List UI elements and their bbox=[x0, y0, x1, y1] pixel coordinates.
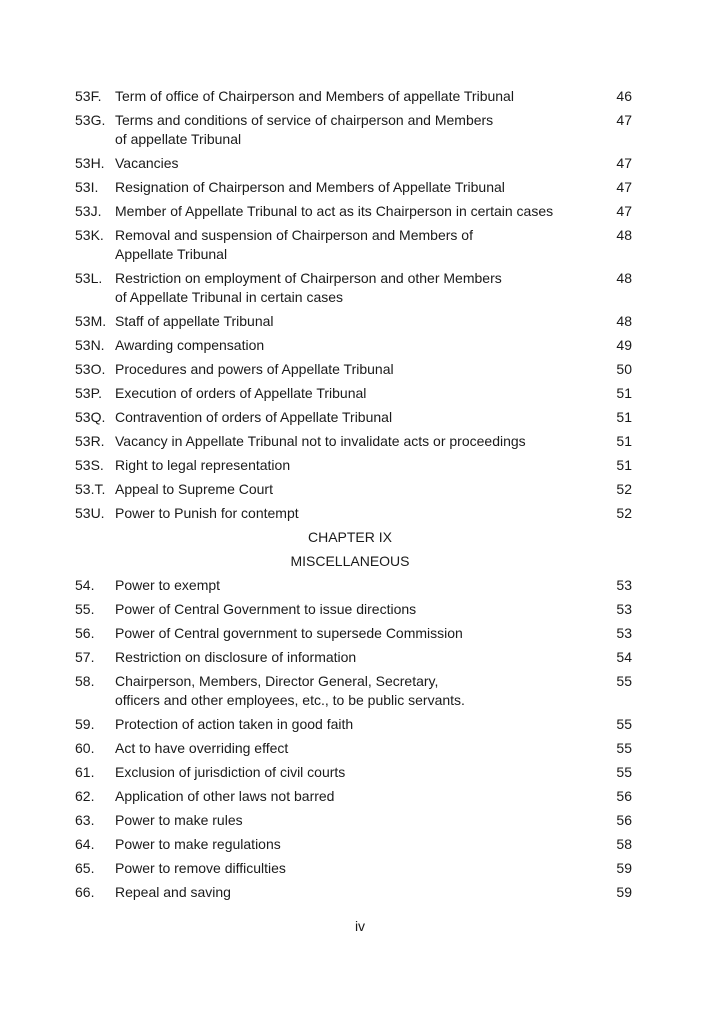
section-title-block bbox=[115, 360, 602, 379]
section-title-block bbox=[115, 648, 602, 667]
section-title: Vacancies bbox=[115, 154, 179, 171]
page-ref: 48 bbox=[616, 269, 632, 286]
section-title: Restriction on employment of Chairperson and other Members bbox=[115, 269, 502, 286]
section-number: 53N. bbox=[75, 336, 105, 353]
page-ref: 55 bbox=[616, 715, 632, 732]
page-number: iv bbox=[354, 918, 366, 934]
section-title-continued: of Appellate Tribunal in certain cases bbox=[115, 288, 344, 305]
section-number: 59. bbox=[75, 715, 95, 732]
section-title: Appeal to Supreme Court bbox=[115, 480, 273, 497]
section-title: Terms and conditions of service of chairperson and Members bbox=[115, 111, 494, 128]
section-title-block bbox=[115, 624, 602, 643]
section-number: 53M. bbox=[75, 312, 107, 329]
page-ref: 58 bbox=[616, 835, 632, 852]
chapter-label: CHAPTER IX bbox=[307, 528, 392, 545]
section-number: 53P. bbox=[75, 384, 102, 401]
toc-entry bbox=[75, 880, 635, 904]
page-ref: 51 bbox=[616, 408, 632, 425]
toc-entry bbox=[75, 669, 635, 712]
section-number: 54. bbox=[75, 576, 95, 593]
toc-entry bbox=[75, 223, 635, 266]
section-title-block bbox=[115, 576, 602, 595]
section-title: Term of office of Chairperson and Members of appellate Tribunal bbox=[115, 87, 514, 104]
page-ref: 55 bbox=[616, 672, 632, 689]
section-number: 63. bbox=[75, 811, 95, 828]
toc-entry bbox=[75, 477, 635, 501]
section-title: Awarding compensation bbox=[115, 336, 265, 353]
section-list bbox=[75, 84, 635, 525]
page-ref: 51 bbox=[616, 456, 632, 473]
section-list bbox=[75, 573, 635, 904]
page-ref: 59 bbox=[616, 883, 632, 900]
section-title: Right to legal representation bbox=[115, 456, 291, 473]
section-number: 61. bbox=[75, 763, 95, 780]
section-title: Member of Appellate Tribunal to act as its Chairperson in certain cases bbox=[115, 202, 554, 219]
section-title-block bbox=[115, 811, 602, 830]
page-ref: 56 bbox=[616, 787, 632, 804]
toc-entry bbox=[75, 108, 635, 151]
toc-entry bbox=[75, 808, 635, 832]
section-title: Procedures and powers of Appellate Tribunal bbox=[115, 360, 394, 377]
section-title-block bbox=[115, 336, 602, 355]
section-title-block bbox=[115, 600, 602, 619]
section-number: 53K. bbox=[75, 226, 104, 243]
section-title: Execution of orders of Appellate Tribunal bbox=[115, 384, 367, 401]
section-title-block bbox=[115, 480, 602, 499]
section-title-block bbox=[115, 87, 602, 106]
page-ref: 53 bbox=[616, 600, 632, 617]
toc-entry bbox=[75, 199, 635, 223]
section-title-continued: Appellate Tribunal bbox=[115, 245, 228, 262]
section-number: 53F. bbox=[75, 87, 102, 104]
page-ref: 48 bbox=[616, 312, 632, 329]
section-title-block bbox=[115, 456, 602, 475]
section-title: Application of other laws not barred bbox=[115, 787, 335, 804]
toc-entry bbox=[75, 175, 635, 199]
page-ref: 54 bbox=[616, 648, 632, 665]
page-ref: 50 bbox=[616, 360, 632, 377]
section-number: 53U. bbox=[75, 504, 105, 521]
section-title: Staff of appellate Tribunal bbox=[115, 312, 274, 329]
page-ref: 46 bbox=[616, 87, 632, 104]
section-number: 57. bbox=[75, 648, 95, 665]
toc-entry bbox=[75, 760, 635, 784]
section-number: 53G. bbox=[75, 111, 106, 128]
section-number: 53L. bbox=[75, 269, 103, 286]
page-ref: 47 bbox=[616, 202, 632, 219]
page-ref: 53 bbox=[616, 624, 632, 641]
section-title-block bbox=[115, 269, 602, 307]
section-number: 53.T. bbox=[75, 480, 106, 497]
section-title: Power to make regulations bbox=[115, 835, 281, 852]
section-number: 53I. bbox=[75, 178, 99, 195]
toc-entry bbox=[75, 309, 635, 333]
section-number: 55. bbox=[75, 600, 95, 617]
section-title-block bbox=[115, 715, 602, 734]
section-number: 53J. bbox=[75, 202, 102, 219]
page-ref: 53 bbox=[616, 576, 632, 593]
section-title-block bbox=[115, 763, 602, 782]
toc-entry bbox=[75, 712, 635, 736]
page-ref: 55 bbox=[616, 763, 632, 780]
section-title-continued: of appellate Tribunal bbox=[115, 130, 242, 147]
toc-entry bbox=[75, 597, 635, 621]
section-title-block bbox=[115, 384, 602, 403]
section-title-block bbox=[115, 883, 602, 902]
section-number: 62. bbox=[75, 787, 95, 804]
page-ref: 47 bbox=[616, 178, 632, 195]
page-ref: 56 bbox=[616, 811, 632, 828]
section-number: 53H. bbox=[75, 154, 105, 171]
section-title: Act to have overriding effect bbox=[115, 739, 289, 756]
table-of-contents bbox=[75, 84, 635, 904]
section-title: Power to remove difficulties bbox=[115, 859, 286, 876]
page-ref: 59 bbox=[616, 859, 632, 876]
toc-entry bbox=[75, 832, 635, 856]
toc-entry bbox=[75, 151, 635, 175]
section-title-block bbox=[115, 835, 602, 854]
section-number: 53S. bbox=[75, 456, 104, 473]
chapter-title: MISCELLANEOUS bbox=[290, 552, 410, 569]
section-title: Power to exempt bbox=[115, 576, 221, 593]
page-ref: 51 bbox=[616, 384, 632, 401]
section-title: Power of Central Government to issue directions bbox=[115, 600, 417, 617]
section-title-block bbox=[115, 504, 602, 523]
toc-entry bbox=[75, 621, 635, 645]
page-ref: 51 bbox=[616, 432, 632, 449]
toc-entry bbox=[75, 736, 635, 760]
section-number: 53O. bbox=[75, 360, 106, 377]
toc-entry bbox=[75, 453, 635, 477]
section-title-block bbox=[115, 202, 602, 221]
section-title: Exclusion of jurisdiction of civil courts bbox=[115, 763, 346, 780]
toc-entry bbox=[75, 84, 635, 108]
section-number: 66. bbox=[75, 883, 95, 900]
section-title-block bbox=[115, 111, 602, 149]
section-title-block bbox=[115, 178, 602, 197]
page-ref: 47 bbox=[616, 111, 632, 128]
toc-entry bbox=[75, 784, 635, 808]
section-title: Power to Punish for contempt bbox=[115, 504, 299, 521]
section-title-block bbox=[115, 672, 602, 710]
section-title-block bbox=[115, 432, 602, 451]
section-title-block bbox=[115, 408, 602, 427]
toc-entry bbox=[75, 266, 635, 309]
section-number: 65. bbox=[75, 859, 95, 876]
section-title: Power to make rules bbox=[115, 811, 243, 828]
toc-entry bbox=[75, 405, 635, 429]
page-ref: 52 bbox=[616, 504, 632, 521]
section-title-block bbox=[115, 312, 602, 331]
toc-entry bbox=[75, 357, 635, 381]
section-title-block bbox=[115, 154, 602, 173]
section-title: Vacancy in Appellate Tribunal not to invalidate acts or proceedings bbox=[115, 432, 526, 449]
section-number: 53Q. bbox=[75, 408, 106, 425]
section-number: 64. bbox=[75, 835, 95, 852]
section-number: 53R. bbox=[75, 432, 105, 449]
section-title: Restriction on disclosure of information bbox=[115, 648, 357, 665]
section-title: Protection of action taken in good faith bbox=[115, 715, 354, 732]
toc-entry bbox=[75, 856, 635, 880]
section-title-block bbox=[115, 226, 602, 264]
section-number: 56. bbox=[75, 624, 95, 641]
section-title-continued: officers and other employees, etc., to be public servants. bbox=[115, 691, 465, 708]
section-title: Resignation of Chairperson and Members of Appellate Tribunal bbox=[115, 178, 505, 195]
page-ref: 49 bbox=[616, 336, 632, 353]
toc-entry bbox=[75, 645, 635, 669]
section-title-block bbox=[115, 859, 602, 878]
page-ref: 52 bbox=[616, 480, 632, 497]
section-number: 60. bbox=[75, 739, 95, 756]
toc-entry bbox=[75, 381, 635, 405]
section-title-block bbox=[115, 787, 602, 806]
section-title: Contravention of orders of Appellate Tribunal bbox=[115, 408, 393, 425]
page-ref: 48 bbox=[616, 226, 632, 243]
section-title: Removal and suspension of Chairperson and Members of bbox=[115, 226, 473, 243]
page-ref: 55 bbox=[616, 739, 632, 756]
section-title-block bbox=[115, 739, 602, 758]
toc-entry bbox=[75, 333, 635, 357]
toc-entry bbox=[75, 429, 635, 453]
toc-entry bbox=[75, 501, 635, 525]
section-title: Repeal and saving bbox=[115, 883, 231, 900]
section-title: Chairperson, Members, Director General, Secretary, bbox=[115, 672, 439, 689]
page-ref: 47 bbox=[616, 154, 632, 171]
section-title: Power of Central government to supersede Commission bbox=[115, 624, 463, 641]
toc-entry bbox=[75, 573, 635, 597]
section-number: 58. bbox=[75, 672, 95, 689]
